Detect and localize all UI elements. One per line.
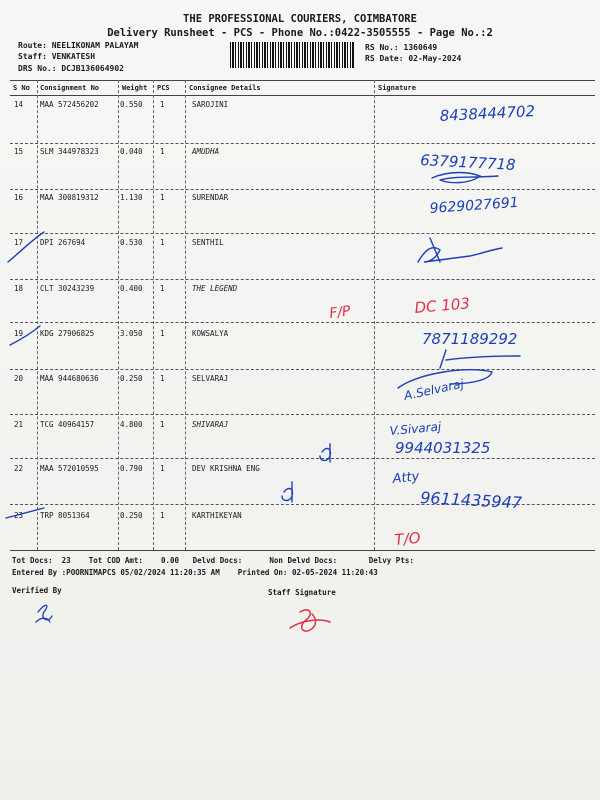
row-pcs: 1 xyxy=(160,464,165,473)
row-consignee: DEV KRISHNA ENG xyxy=(192,464,260,473)
row-pcs: 1 xyxy=(160,329,165,338)
row-sno: 20 xyxy=(14,374,24,383)
strike-mark xyxy=(10,326,40,345)
staff-signature-label: Staff Signature xyxy=(268,588,336,597)
row-consignee: SHIVARAJ xyxy=(192,420,229,429)
hw-name-row21: V.Sivaraj xyxy=(389,419,442,438)
staff-signature xyxy=(290,610,330,631)
hw-atty-row22: Atty xyxy=(391,469,421,487)
strike-mark xyxy=(8,232,44,262)
row-consignment: MAA 572010595 xyxy=(40,464,99,473)
row-consignment: DPI 267694 xyxy=(40,238,86,247)
row-pcs: 1 xyxy=(160,100,165,109)
col-signature: Signature xyxy=(378,84,416,92)
d-mark xyxy=(320,444,330,462)
row-pcs: 1 xyxy=(160,284,165,293)
row-consignee: SAROJINI xyxy=(192,100,229,109)
row-pcs: 1 xyxy=(160,374,165,383)
row-sno: 22 xyxy=(14,464,24,473)
strike-mark xyxy=(6,508,44,518)
row-sno: 15 xyxy=(14,147,24,156)
row-sno: 21 xyxy=(14,420,24,429)
verified-by-label: Verified By xyxy=(12,586,62,595)
col-pcs: PCS xyxy=(157,84,170,92)
row-pcs: 1 xyxy=(160,193,165,202)
row-sno: 18 xyxy=(14,284,24,293)
row-consignee: SELVARAJ xyxy=(192,374,229,383)
row-sno: 17 xyxy=(14,238,24,247)
row-consignee: SURENDAR xyxy=(192,193,229,202)
verified-signature xyxy=(36,605,52,622)
hw-fp-row18: F/P xyxy=(328,303,352,322)
col-sno: S No xyxy=(13,84,30,92)
row-sno: 16 xyxy=(14,193,24,202)
row-pcs: 1 xyxy=(160,147,165,156)
hw-dc-row18: DC 103 xyxy=(413,294,471,317)
row-consignment: TRP 8051364 xyxy=(40,511,90,520)
row-consignment: MAA 944680636 xyxy=(40,374,99,383)
row-pcs: 1 xyxy=(160,511,165,520)
company-title: THE PROFESSIONAL COURIERS, COIMBATORE xyxy=(183,13,417,25)
rs-number: RS No.: 1360649 xyxy=(365,43,438,52)
row-consignee: SENTHIL xyxy=(192,238,224,247)
hw-name-row20: A.Selvaraj xyxy=(402,376,465,403)
runsheet-subtitle: Delivery Runsheet - PCS - Phone No.:0422-3505555 - Page No.:2 xyxy=(107,27,493,39)
totals-line: Tot Docs: 23 Tot COD Amt: 0.00 Delvd Docs: Non Delvd Docs: Delvy Pts: xyxy=(12,556,414,565)
hw-phone-row21: 9944031325 xyxy=(395,439,491,457)
row-consignment: SLM 344978323 xyxy=(40,147,99,156)
row-consignment: KDG 27906825 xyxy=(40,329,95,338)
row-consignment: TCG 40964157 xyxy=(40,420,95,429)
row-weight: 0.790 xyxy=(120,464,143,473)
row-weight: 1.130 xyxy=(120,193,143,202)
row-sno: 23 xyxy=(14,511,24,520)
row-weight: 0.040 xyxy=(120,147,143,156)
drs-number: DRS No.: DCJB136064902 xyxy=(18,64,124,73)
row-sno: 14 xyxy=(14,100,24,109)
row-weight: 3.050 xyxy=(120,329,143,338)
entered-by-line: Entered By :POORNIMAPCS 05/02/2024 11:20:35 AM Printed On: 02-05-2024 11:20:43 xyxy=(12,568,378,577)
col-consignment: Consignment No xyxy=(40,84,100,92)
hw-phone-row16: 9629027691 xyxy=(429,194,520,217)
row-consignment: MAA 572456202 xyxy=(40,100,99,109)
col-weight: Weight xyxy=(122,84,148,92)
hw-phone-row22: 9611435947 xyxy=(419,488,523,513)
hw-phone-row19: 7871189292 xyxy=(422,330,518,348)
row-consignee: THE LEGEND xyxy=(192,284,238,293)
signature-scribble xyxy=(432,173,498,183)
row-consignee: KOWSALYA xyxy=(192,329,229,338)
hw-phone-row15: 6379177718 xyxy=(419,151,517,174)
signature-scribble xyxy=(418,248,502,262)
hw-phone-row14: 8438444702 xyxy=(439,102,536,125)
row-weight: 0.400 xyxy=(120,284,143,293)
row-weight: 0.550 xyxy=(120,100,143,109)
row-consignee: KARTHIKEYAN xyxy=(192,511,242,520)
signature-scribble xyxy=(440,350,520,368)
route-label: Route: NEELIKONAM PALAYAM xyxy=(18,41,139,50)
row-weight: 0.250 xyxy=(120,374,143,383)
row-consignment: MAA 300819312 xyxy=(40,193,99,202)
row-consignee: AMUDHA xyxy=(192,147,220,156)
hw-to-row23: T/O xyxy=(393,528,422,549)
row-pcs: 1 xyxy=(160,238,165,247)
row-consignment: CLT 30243239 xyxy=(40,284,95,293)
row-weight: 4.800 xyxy=(120,420,143,429)
rs-date: RS Date: 02-May-2024 xyxy=(365,54,462,63)
row-weight: 0.250 xyxy=(120,511,143,520)
signature-scribble xyxy=(430,238,440,262)
col-consignee: Consignee Details xyxy=(189,84,261,92)
row-pcs: 1 xyxy=(160,420,165,429)
row-weight: 0.530 xyxy=(120,238,143,247)
d-mark xyxy=(282,482,292,502)
staff-label: Staff: VENKATESH xyxy=(18,52,96,61)
row-sno: 19 xyxy=(14,329,24,338)
